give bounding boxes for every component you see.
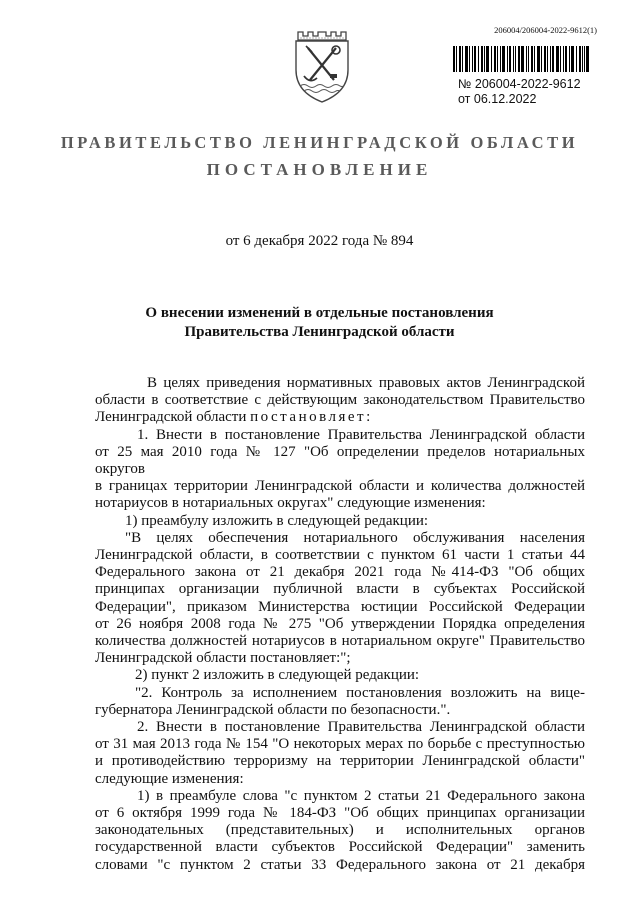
body-line: нотариусов в нотариальных округах" следующие изменения: — [95, 495, 486, 512]
keyword-postanovlyaet: постановляет: — [250, 409, 373, 426]
document-type: ПОСТАНОВЛЕНИЕ — [206, 160, 433, 179]
document-code: 206004/206004-2022-9612(1) — [494, 25, 597, 35]
body-line: от 25 мая 2010 года № 127 "Об определении пределов нотариальных округов — [95, 443, 585, 478]
body-line: законодательных (представительных) и исполнительных органов — [95, 822, 585, 839]
body-line: губернатора Ленинградской области по безопасности.". — [95, 701, 451, 718]
body-line: в границах территории Ленинградской области и количества должностей — [95, 478, 585, 495]
body-line: Федерации", приказом Министерства юстиции Российской Федерации — [95, 598, 585, 615]
government-name: ПРАВИТЕЛЬСТВО ЛЕНИНГРАДСКОЙ ОБЛАСТИ — [60, 133, 579, 152]
body-line: В целях приведения нормативных правовых актов Ленинградской — [147, 375, 585, 391]
body-line: области в соответствие с действующим законодательством Правительство — [95, 392, 585, 409]
body-line: 2. Внести в постановление Правительства Ленинградской области — [137, 719, 585, 736]
body-line: 1) преамбулу изложить в следующей редакции: — [125, 512, 429, 529]
body-line: "2. Контроль за исполнением постановления возложить на вице- — [135, 684, 585, 701]
body-line: Федерального закона от 21 декабря 2021 года №414-ФЗ "Об общих — [95, 564, 585, 581]
body-line: "В целях обеспечения нотариального обслуживания населения — [125, 529, 585, 546]
body-line: 2) пункт 2 изложить в следующей редакции: — [135, 667, 420, 684]
body-line: 1) в преамбуле слова "с пунктом 2 статьи 21 Федерального закона — [137, 787, 585, 804]
document-title-line-2: Правительства Ленинградской области — [184, 324, 455, 340]
body-text: Ленинградской области — [95, 409, 251, 426]
registration-date: от 06.12.2022 — [458, 92, 537, 106]
registration-number: № 206004-2022-9612 — [458, 77, 581, 91]
document-title-line-1: О внесении изменений в отдельные постановления — [145, 305, 494, 321]
body-line: количества должностей нотариусов в нотариальном округе" Правительство — [95, 633, 585, 650]
coat-of-arms-emblem — [290, 28, 354, 106]
body-line: и противодействию терроризму на территории Ленинградской области" — [95, 753, 585, 770]
body-line: государственной власти субъектов Российской Федерации" заменить — [95, 839, 585, 856]
body-line: словами "с пунктом 2 статьи 33 Федерального закона от 21 декабря — [95, 856, 585, 873]
document-date-number: от 6 декабря 2022 года № 894 — [225, 233, 414, 249]
body-line: от 31 мая 2013 года № 154 "О некоторых мерах по борьбе с преступностью — [95, 736, 585, 753]
barcode — [453, 46, 589, 72]
body-line: следующие изменения: — [95, 770, 244, 787]
document-body — [95, 375, 585, 874]
body-line: Ленинградской области постановляет:"; — [95, 650, 351, 667]
body-line: от 6 октября 1999 года № 184-ФЗ "Об общих принципах организации — [95, 805, 585, 822]
body-line: Ленинградской области, в соответствии с пунктом 61 части 1 статьи 44 — [95, 547, 585, 564]
body-line: принципах организации публичной власти в субъектах Российской — [95, 581, 585, 598]
body-line — [95, 409, 585, 426]
body-line: от 26 ноября 2008 года № 275 "Об утверждении Порядка определения — [95, 615, 585, 632]
body-line: 1. Внести в постановление Правительства Ленинградской области — [137, 426, 585, 443]
